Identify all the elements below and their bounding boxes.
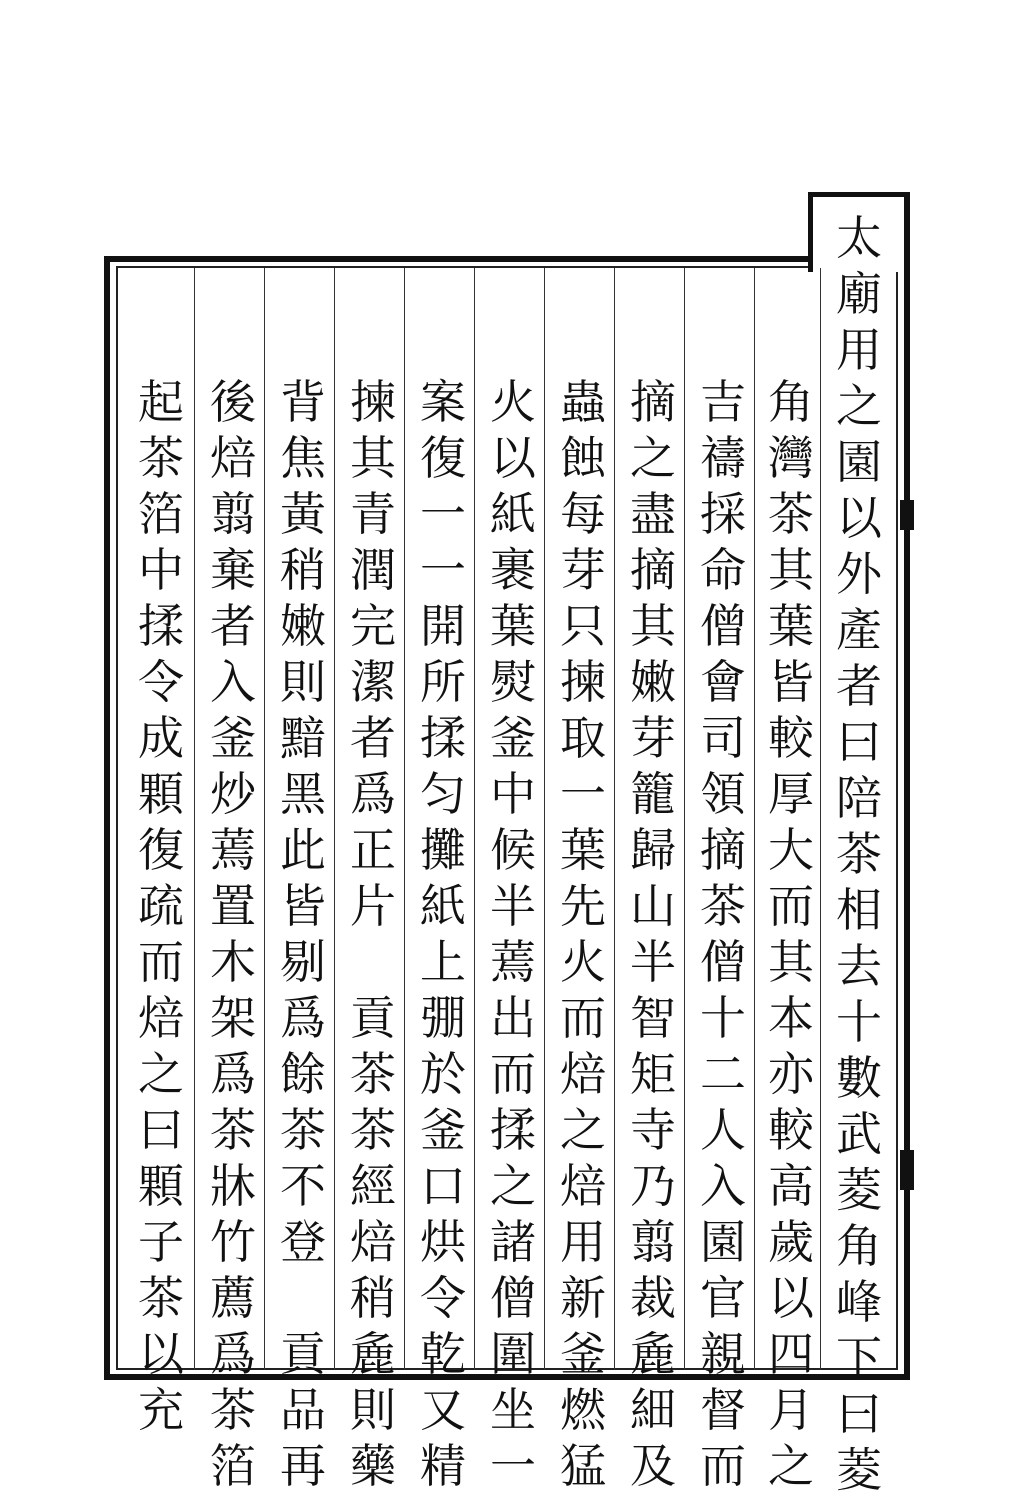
gutter-mark [900, 500, 914, 530]
text-column-9: 背 焦 黃 稍 嫩 則 黯 黑 此 皆 剔 爲 餘 茶 不 登 貢 品 再 [280, 375, 326, 1493]
text-column-6: 火 以 紙 裹 葉 熨 釜 中 候 半 蔫 出 而 揉 之 諸 僧 圍 坐 一 [490, 375, 536, 1493]
text-column-4: 摘 之 盡 摘 其 嫩 芽 籠 歸 山 半 智 矩 寺 乃 翦 裁 麁 細 及 [630, 375, 676, 1493]
text-column-11: 起 茶 箔 中 揉 令 成 顆 復 疏 而 焙 之 曰 顆 子 茶 以 充 [138, 375, 184, 1437]
text-column-3: 吉 禱 採 命 僧 會 司 領 摘 茶 僧 十 二 人 入 園 官 親 督 而 [700, 375, 746, 1493]
text-column-1: 太 廟 用 之 園 以 外 產 者 曰 陪 茶 相 去 十 數 武 菱 角 峰 下 曰 菱 [836, 211, 882, 1497]
text-column-8: 揀 其 青 潤 完 潔 者 爲 正 片 貢 茶 茶 經 焙 稍 麁 則 藥 [350, 375, 396, 1493]
text-column-2: 角 灣 茶 其 葉 皆 較 厚 大 而 其 本 亦 較 高 歲 以 四 月 之 [768, 375, 814, 1493]
column-rule [194, 268, 195, 1370]
text-column-7: 案 復 一 一 開 所 揉 匀 攤 紙 上 弸 於 釜 口 烘 令 乾 又 精 [420, 375, 466, 1493]
gutter-mark [900, 1150, 914, 1190]
text-column-10: 後 焙 翦 棄 者 入 釜 炒 蔫 置 木 架 爲 茶 牀 竹 薦 爲 茶 箔 [210, 375, 256, 1493]
text-column-5: 蟲 蝕 每 芽 只 揀 取 一 葉 先 火 而 焙 之 焙 用 新 釜 燃 猛 [560, 375, 606, 1493]
